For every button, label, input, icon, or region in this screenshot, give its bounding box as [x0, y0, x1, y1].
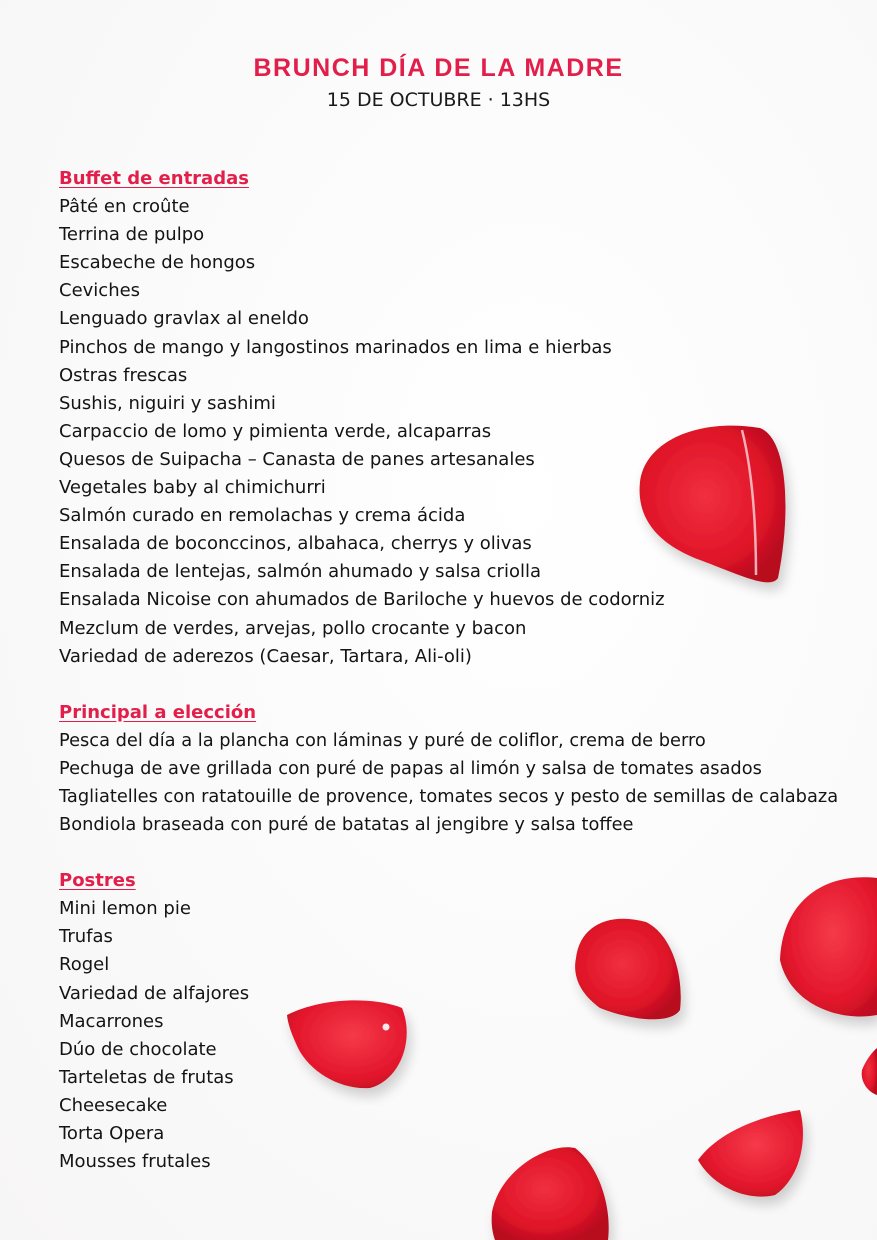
menu-item: Pesca del día a la plancha con láminas y puré de coliflor, crema de berro: [59, 729, 706, 751]
section-title: Buffet de entradas: [59, 168, 249, 189]
menu-content: [59, 165, 849, 1176]
menu-item: Carpaccio de lomo y pimienta verde, alcaparras: [59, 420, 492, 442]
menu-item: Trufas: [59, 926, 113, 948]
menu-item: Cheesecake: [59, 1094, 168, 1116]
menu-item: Ensalada de boconccinos, albahaca, cherrys y olivas: [59, 533, 532, 555]
section-title: Principal a elección: [59, 701, 257, 723]
section-title: Postres: [59, 870, 136, 892]
menu-item: Terrina de pulpo: [59, 224, 205, 246]
menu-item: Macarrones: [59, 1010, 164, 1032]
section-principal: [59, 699, 849, 839]
menu-item: Variedad de alfajores: [59, 982, 250, 1004]
menu-item: Lenguado gravlax al eneldo: [59, 308, 309, 330]
menu-item: Tarteletas de frutas: [59, 1066, 234, 1088]
section-buffet-entradas: [59, 165, 849, 671]
petal-5: [862, 1048, 877, 1095]
menu-item: Variedad de aderezos (Caesar, Tartara, Ali-oli): [59, 645, 472, 667]
menu-item: Escabeche de hongos: [59, 252, 256, 274]
menu-item: Quesos de Suipacha – Canasta de panes artesanales: [59, 448, 535, 470]
event-date-time: 15 DE OCTUBRE · 13HS: [326, 89, 551, 111]
menu-item: Salmón curado en remolachas y crema ácida: [59, 505, 466, 527]
menu-item: Ceviches: [59, 280, 141, 302]
menu-item: Mini lemon pie: [59, 898, 191, 920]
menu-item: Mousses frutales: [59, 1151, 211, 1173]
menu-item: Pinchos de mango y langostinos marinados en lima e hierbas: [59, 336, 612, 358]
menu-item: Ostras frescas: [59, 364, 188, 386]
menu-item: Tagliatelles con ratatouille de provence, tomates secos y pesto de semillas de calabaza: [59, 785, 839, 807]
menu-item: Pechuga de ave grillada con puré de papas al limón y salsa de tomates asados: [59, 757, 762, 779]
menu-item: Bondiola braseada con puré de batatas al jengibre y salsa toffee: [59, 814, 634, 836]
menu-item: Torta Opera: [59, 1123, 165, 1144]
menu-item: Ensalada de lentejas, salmón ahumado y salsa criolla: [59, 561, 542, 583]
section-postres: [59, 867, 849, 1176]
header: [0, 52, 877, 114]
page-title: BRUNCH DÍA DE LA MADRE: [253, 54, 624, 82]
menu-item: Ensalada Nicoise con ahumados de Bariloche y huevos de codorniz: [59, 589, 665, 611]
menu-item: Pâté en croûte: [59, 196, 190, 218]
menu-item: Sushis, niguiri y sashimi: [59, 392, 276, 414]
menu-item: Dúo de chocolate: [59, 1038, 217, 1060]
menu-item: Rogel: [59, 954, 110, 976]
menu-item: Vegetales baby al chimichurri: [59, 477, 326, 499]
menu-item: Mezclum de verdes, arvejas, pollo crocante y bacon: [59, 617, 527, 639]
